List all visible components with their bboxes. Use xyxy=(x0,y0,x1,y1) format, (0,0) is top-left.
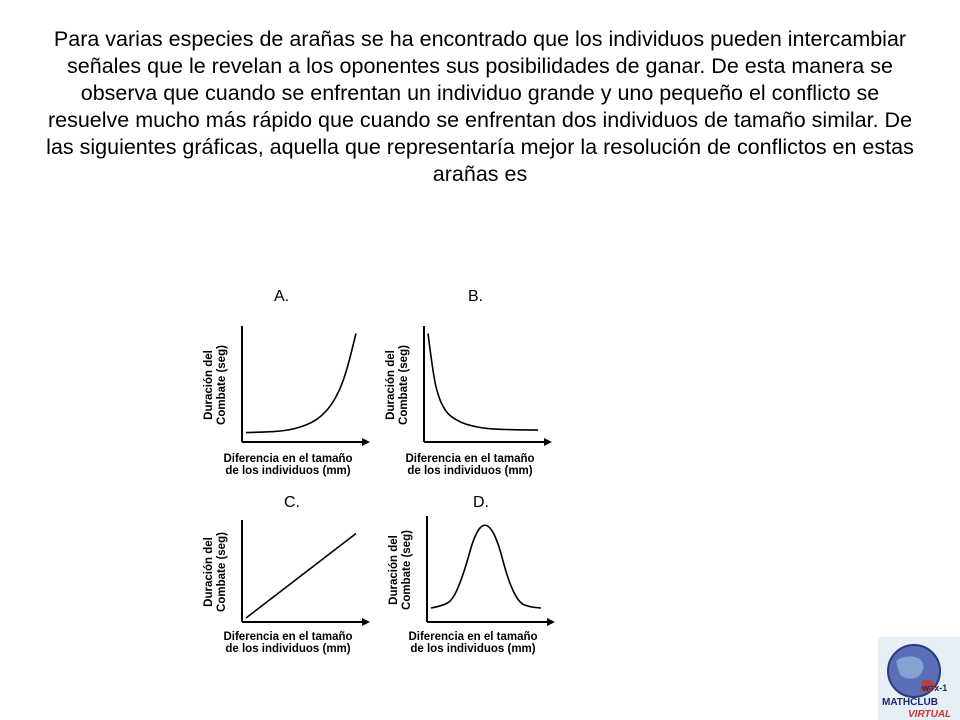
graph-letter: D. xyxy=(473,494,489,511)
x-axis-label: Diferencia en el tamaño xyxy=(223,453,353,465)
question-text: Para varias especies de arañas se ha encontrado que los individuos pueden intercambiar señales que le revelan a los oponentes sus posibilidades de ganar. De esta manera se observa que cuando se enfrentan un individuo grande y uno pequeño el conflicto se resuelve mucho más rápido que cuando se enfrentan dos individuos de tamaño similar. De las siguientes gráficas, aquella que representaría mejor la resolución de conflictos en estas arañas es xyxy=(46,27,914,186)
graph-letter: A. xyxy=(274,288,290,305)
series-line xyxy=(246,534,356,619)
y-axis-label: Combate (seg) xyxy=(216,532,228,612)
graph-letter: B. xyxy=(468,288,484,305)
graph-d[interactable] xyxy=(385,494,565,664)
x-axis-label: de los individuos (mm) xyxy=(225,643,351,655)
x-axis-arrow xyxy=(544,438,552,446)
x-axis-label: Diferencia en el tamaño xyxy=(408,631,538,643)
series-line xyxy=(428,334,538,431)
y-axis-label: Duración del xyxy=(385,350,397,420)
logo-text-top: MATHCLUB xyxy=(882,697,938,708)
graph-b[interactable] xyxy=(382,288,562,488)
graph-c-plot xyxy=(200,494,380,664)
graph-c[interactable] xyxy=(200,494,380,664)
x-axis-label: Diferencia en el tamaño xyxy=(405,453,535,465)
logo-formula: w=x-1 xyxy=(922,683,948,693)
x-axis-label: Diferencia en el tamaño xyxy=(223,631,353,643)
y-axis-label: Combate (seg) xyxy=(398,345,410,425)
y-axis-label: Combate (seg) xyxy=(401,530,413,610)
graph-b-plot xyxy=(382,288,562,488)
graph-d-plot xyxy=(385,494,565,664)
logo-text-bottom: VIRTUAL xyxy=(908,709,952,720)
x-axis-label: de los individuos (mm) xyxy=(407,465,533,477)
series-line xyxy=(246,334,356,433)
y-axis-label: Combate (seg) xyxy=(216,345,228,425)
series-line xyxy=(431,525,541,608)
x-axis-arrow xyxy=(362,618,370,626)
y-axis-label: Duración del xyxy=(203,350,215,420)
y-axis-label: Duración del xyxy=(388,535,400,605)
x-axis-arrow xyxy=(547,618,555,626)
graph-a-plot xyxy=(200,288,380,488)
x-axis-label: de los individuos (mm) xyxy=(225,465,351,477)
x-axis-label: de los individuos (mm) xyxy=(410,643,536,655)
x-axis-arrow xyxy=(362,438,370,446)
mathclub-logo xyxy=(878,637,960,720)
y-axis-label: Duración del xyxy=(203,537,215,607)
graph-letter: C. xyxy=(284,494,300,511)
graph-a[interactable] xyxy=(200,288,380,488)
